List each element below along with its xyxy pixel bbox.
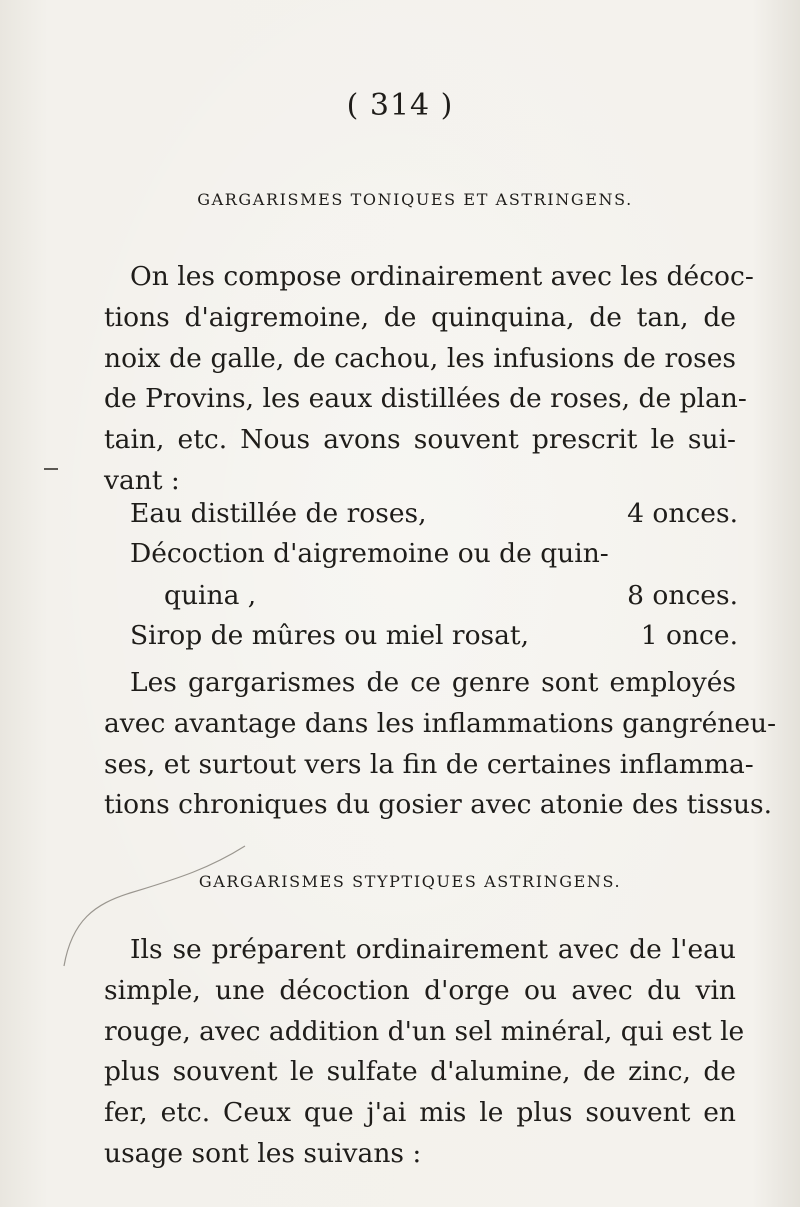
pencil-stroke (60, 838, 250, 968)
paragraph-tonic-closing (104, 663, 777, 826)
recipe-ingredient: Décoction d'aigremoine ou de quin- (130, 538, 609, 569)
text-line: tain, etc. Nous avons souvent prescrit le sui- (104, 424, 736, 456)
text-line: Les gargarismes de ce genre sont employés (130, 667, 736, 698)
text-line: Ils se préparent ordinairement avec de l'eau (130, 934, 736, 965)
text-line: de Provins, les eaux distillées de roses, de plan- (104, 383, 747, 415)
paragraph-tonic-intro (104, 257, 754, 502)
recipe-row (130, 538, 738, 578)
text-line: fer, etc. Ceux que j'ai mis le plus souvent en (104, 1097, 736, 1129)
recipe-row (130, 620, 738, 660)
text-line: tions d'aigremoine, de quinquina, de tan, de (104, 301, 736, 333)
text-line: rouge, avec addition d'un sel minéral, qui est le (104, 1015, 745, 1047)
recipe-quantity: 4 onces. (627, 498, 738, 529)
recipe-row (130, 498, 738, 538)
text-line: On les compose ordinairement avec les décoc- (130, 261, 754, 292)
text-line: tions chroniques du gosier avec atonie des tissus. (104, 789, 773, 821)
page-number: ( 314 ) (346, 88, 454, 123)
text-line: usage sont les suivans : (104, 1137, 422, 1169)
recipe-quantity: 1 once. (640, 620, 738, 651)
section-heading-styptic: GARGARISMES STYPTIQUES ASTRINGENS. (198, 872, 622, 891)
text-line: vant : (104, 464, 180, 496)
text-line: plus souvent le sulfate d'alumine, de zinc, de (104, 1056, 736, 1088)
recipe-row (130, 580, 738, 620)
recipe-ingredient: Eau distillée de roses, (130, 498, 427, 529)
text-line: ses, et surtout vers la fin de certaines inflamma- (104, 748, 754, 780)
section-heading-tonic: GARGARISMES TONIQUES ET ASTRINGENS. (197, 190, 633, 209)
text-line: avec avantage dans les inflammations gangréneu- (104, 707, 777, 739)
text-line: noix de galle, de cachou, les infusions de roses (104, 342, 736, 374)
recipe-ingredient: Sirop de mûres ou miel rosat, (130, 620, 530, 651)
margin-mark (44, 468, 58, 470)
text-line: simple, une décoction d'orge ou avec du vin (104, 974, 736, 1006)
recipe-ingredient: quina , (164, 580, 257, 611)
recipe-quantity: 8 onces. (627, 580, 738, 611)
